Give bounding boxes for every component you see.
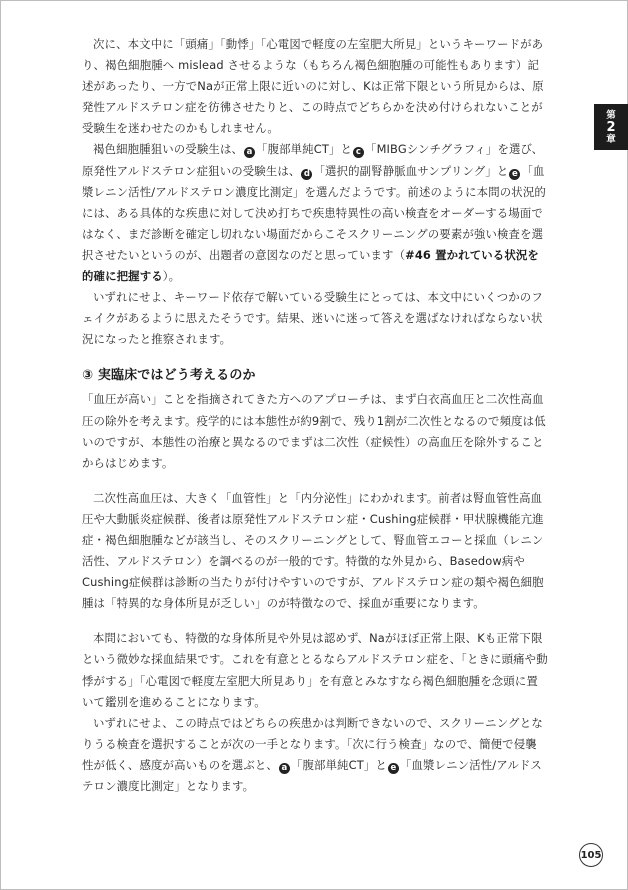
choice-a-marker: a — [279, 763, 290, 774]
choice-d-marker: d — [301, 169, 312, 180]
chapter-tab-suffix: 章 — [606, 133, 616, 145]
chapter-tab-prefix: 第 — [606, 109, 616, 121]
paragraph-text: 褐色細胞腫狙いの受験生は、 — [93, 142, 244, 157]
paragraph-text: 「腹部単純CT」と — [256, 142, 353, 157]
paragraph-text: ）。 — [162, 269, 181, 284]
choice-e-marker: e — [509, 169, 520, 180]
cross-reference-bold: #46 置かれている状況を的確に把握する — [82, 247, 539, 284]
paragraph-text: いずれにせよ、この時点ではどちらの疾患かは判断できないので、スクリーニングとなりうる検査を選択することが次の一手となります。「次に行う検査」なので、簡便で侵襲性が低く、感度が高いものを選ぶと、 — [82, 715, 543, 772]
choice-c-marker: c — [353, 147, 364, 158]
chapter-tab — [594, 104, 628, 150]
page-number: 105 — [579, 843, 603, 867]
paragraph-conclusion — [82, 713, 548, 797]
paragraph-fake-keywords: いずれにせよ、キーワード依存で解いている受験生にとっては、本文中にいくつかのフェイクがあるように思えたそうです。結果、迷いに迷って答えを選ばなければならない状況になったと推察されます。 — [82, 290, 543, 347]
paragraph-keywords: 次に、本文中に「頭痛」「動悸」「心電図で軽度の左室肥大所見」というキーワードがあり、褐色細胞腫へ mislead させるような（もちろん褐色細胞腫の可能性もあります）記述があったり、一方でNaが正常上限に近いのに対し、Kは正常下限という所見からは、原発性アルドステロン症を彷彿させたりと、この時点でどちらかを決め付けられないことが受験生を迷わせたのかもしれません。 — [82, 37, 544, 136]
spacer — [82, 614, 548, 628]
paragraph-candidate-choices — [82, 139, 548, 287]
paragraph-approach: 「血圧が高い」ことを指摘されてきた方へのアプローチは、まず白衣高血圧と二次性高血圧の除外を考えます。疫学的には本態性が約9割で、残り1割が二次性となるので頻度は低いのですが、本態性の治療と異なるのでまずは二次性（症候性）の高血圧を除外することからはじめます。 — [82, 392, 546, 470]
body-text — [82, 34, 548, 797]
paragraph-this-question: 本問においても、特徴的な身体所見や外見は認めず、Naがほぼ正常上限、Kも正常下限という微妙な採血結果です。これを有意ととるならアルドステロン症を、「ときに頭痛や動悸がする」「心電図で軽度左室肥大所見あり」を有意とみなすなら褐色細胞腫を念頭に置いて鑑別を進めることになります。 — [82, 631, 548, 709]
spacer — [82, 350, 548, 363]
chapter-tab-number: 2 — [606, 119, 616, 135]
paragraph-text: 「腹部単純CT」と — [290, 757, 387, 772]
spacer — [82, 474, 548, 488]
choice-a-marker: a — [244, 147, 255, 158]
section-heading: ③ 実臨床ではどう考えるのか — [82, 368, 256, 384]
paragraph-secondary-hypertension: 二次性高血圧は、大きく「血管性」と「内分泌性」にわかれます。前者は腎血管性高血圧や大動脈炎症候群、後者は原発性アルドステロン症・Cushing症候群・甲状腺機能亢進症・褐色細胞腫などが該当し、そのスクリーニングとして、腎血管エコーと採血（レニン活性、アルドステロン）を調べるのが一般的です。特徴的な外見から、Basedow病やCushing症候群は診断の当たりが付けやすいのですが、アルドステロン症の類や褐色細胞腫は「特異的な身体所見が乏しい」のが特徴なので、採血が重要になります。 — [82, 490, 544, 611]
paragraph-text: 「血漿レニン活性/アルドステロン濃度比測定」となります。 — [82, 757, 542, 793]
paragraph-text: 「選択的副腎静脈血サンプリング」と — [313, 163, 509, 178]
choice-e-marker: e — [388, 763, 399, 774]
paragraph-text: 「MIBGシンチグラフィ」を選び、原発性アルドステロン症狙いの受験生は、 — [82, 142, 544, 178]
paragraph-text: 「血漿レニン活性/アルドステロン濃度比測定」を選んだようです。前述のように本問の状況的には、ある具体的な疾患に対して決め打ちで疾患特異性の高い検査をオーダーする場面ではなく、まだ診断を確定し切れない場面だからこそスクリーニングの要素が強い検査を選択させたいというのが、出題者の意図なのだと思っています（ — [82, 163, 546, 262]
